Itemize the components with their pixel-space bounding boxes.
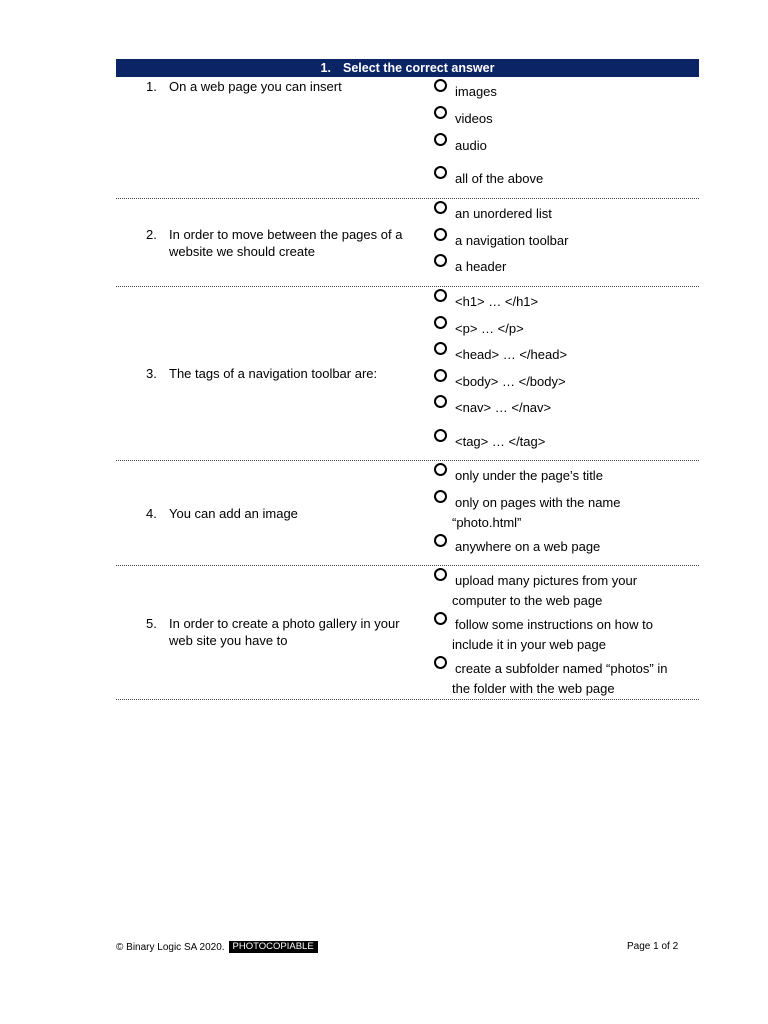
radio-button[interactable] [434,289,447,302]
question-text: 1. On a web page you can insert [146,79,342,94]
question-row: 3. The tags of a navigation toolbar are: <h1> … </h1> <p> … </p> <head> … </head> <body> … </body> <nav> … </nav> <tag> … </tag> [116,287,699,461]
radio-button[interactable] [434,342,447,355]
question-text: 4. You can add an image [146,506,298,521]
radio-button[interactable] [434,429,447,442]
quiz-table [116,59,699,700]
photocopiable-badge: PHOTOCOPIABLE [229,941,318,953]
radio-button[interactable] [434,228,447,241]
section-title: Select the correct answer [342,61,495,75]
radio-button[interactable] [434,568,447,581]
radio-button[interactable] [434,316,447,329]
question-text: 3. The tags of a navigation toolbar are: [146,366,378,381]
radio-button[interactable] [434,201,447,214]
question-row: 1. On a web page you can insert images videos audio all of the above [116,77,699,199]
radio-button[interactable] [434,133,447,146]
question-text: 5. In order to create a photo gallery in your web site you have to [146,616,400,648]
radio-button[interactable] [434,612,447,625]
radio-button[interactable] [434,369,447,382]
radio-button[interactable] [434,106,447,119]
radio-button[interactable] [434,534,447,547]
radio-button[interactable] [434,490,447,503]
page-number: Page 1 of 2 [627,941,679,952]
radio-button[interactable] [434,395,447,408]
radio-button[interactable] [434,463,447,476]
question-row: 5. In order to create a photo gallery in your web site you have to upload many pictures from your computer to the web page follow some instructions on how to include it in your web page create a subfolder named “photos” in the folder with the web page [116,566,699,700]
section-number: 1. [320,61,331,75]
radio-button[interactable] [434,166,447,179]
footer-copyright [116,941,318,953]
radio-button[interactable] [434,254,447,267]
question-row: 2. In order to move between the pages of a website we should create an unordered list a navigation toolbar a header [116,199,699,287]
section-header [116,59,699,77]
question-text: 2. In order to move between the pages of a website we should create [146,227,403,259]
copyright-text: © Binary Logic SA 2020. [116,941,225,953]
radio-button[interactable] [434,79,447,92]
radio-button[interactable] [434,656,447,669]
question-row: 4. You can add an image only under the page’s title only on pages with the name “photo.html” anywhere on a web page [116,461,699,566]
